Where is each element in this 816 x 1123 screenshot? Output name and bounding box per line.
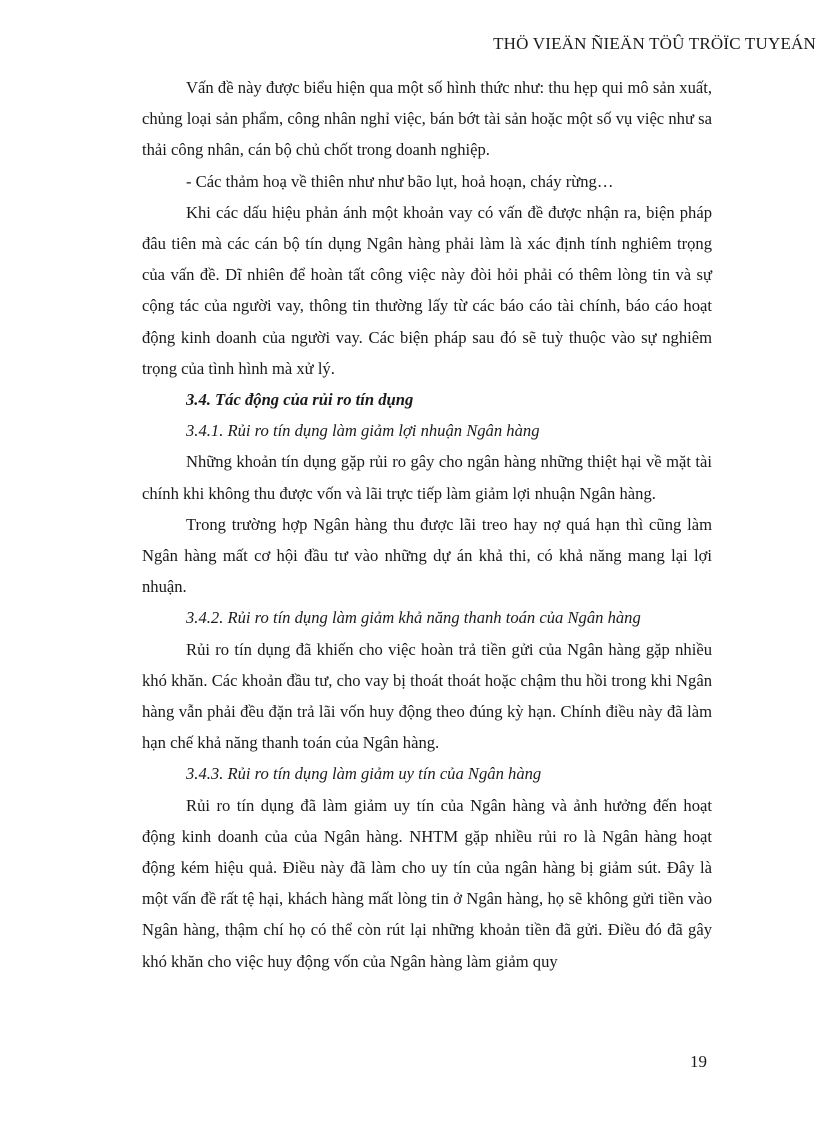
body-paragraph: - Các thảm hoạ về thiên như như bão lụt, hoả hoạn, cháy rừng… [186,171,614,191]
document-body [142,72,712,977]
subsection-heading: 3.4.3. Rủi ro tín dụng làm giảm uy tín của Ngân hàng [186,764,542,784]
body-paragraph: Rủi ro tín dụng đã khiến cho việc hoàn trả tiền gửi của Ngân hàng gặp nhiều khó khăn. Các khoản đầu tư, cho vay bị thoát thoát hoặc chậm thu hồi trong khi Ngân hàng vẫn phải đều đặn trả lãi vốn huy động theo đúng kỳ hạn. Chính điều này đã làm hạn chế khả năng thanh toán của Ngân hàng. [142,639,712,753]
header-title: THÖ VIEÄN ÑIEÄN TÖÛ TRÖÏC TUYEÁN [493,34,816,53]
body-paragraph: Trong trường hợp Ngân hàng thu được lãi treo hay nợ quá hạn thì cũng làm Ngân hàng mất cơ hội đầu tư vào những dự án khả thi, có khả năng mang lại lợi nhuận. [142,514,712,597]
section-heading: 3.4. Tác động của rủi ro tín dụng [186,390,414,410]
page-header [493,34,816,54]
subsection-heading: 3.4.2. Rủi ro tín dụng làm giảm khả năng thanh toán của Ngân hàng [186,608,641,628]
page-number: 19 [690,1052,707,1071]
body-paragraph: Rủi ro tín dụng đã làm giảm uy tín của Ngân hàng và ảnh hưởng đến hoạt động kinh doanh của của Ngân hàng. NHTM gặp nhiều rủi ro là Ngân hàng hoạt động kém hiệu quả. Điều này đã làm cho uy tín của ngân hàng bị giảm sút. Đây là một vấn đề rất tệ hại, khách hàng mất lòng tin ở Ngân hàng, họ sẽ không gửi tiền vào Ngân hàng, thậm chí họ có thể còn rút lại những khoản tiền đã gửi. Điều đó đã gây khó khăn cho việc huy động vốn của Ngân hàng làm giảm quy [142,795,712,971]
body-paragraph: Khi các dấu hiệu phản ánh một khoản vay có vấn đề được nhận ra, biện pháp đâu tiên mà các cán bộ tín dụng Ngân hàng phải làm là xác định tính nghiêm trọng của vấn đề. Dĩ nhiên để hoàn tất công việc này đòi hỏi phải có thêm lòng tin và sự cộng tác của người vay, thông tin thường lấy từ các báo cáo tài chính, báo cáo hoạt động kinh doanh của người vay. Các biện pháp sau đó sẽ tuỳ thuộc vào sự nghiêm trọng của tình hình mà xử lý. [142,202,712,378]
body-paragraph: Vấn đề này được biểu hiện qua một số hình thức như: thu hẹp qui mô sản xuất, chủng loại sản phẩm, công nhân nghỉ việc, bán bớt tài sản hoặc một số vụ việc như sa thải công nhân, cán bộ chủ chốt trong doanh nghiệp. [142,78,712,160]
subsection-heading: 3.4.1. Rủi ro tín dụng làm giảm lợi nhuận Ngân hàng [186,421,540,441]
body-paragraph: Những khoản tín dụng gặp rủi ro gây cho ngân hàng những thiệt hại về mặt tài chính khi không thu được vốn và lãi trực tiếp làm giảm lợi nhuận Ngân hàng. [142,452,712,503]
